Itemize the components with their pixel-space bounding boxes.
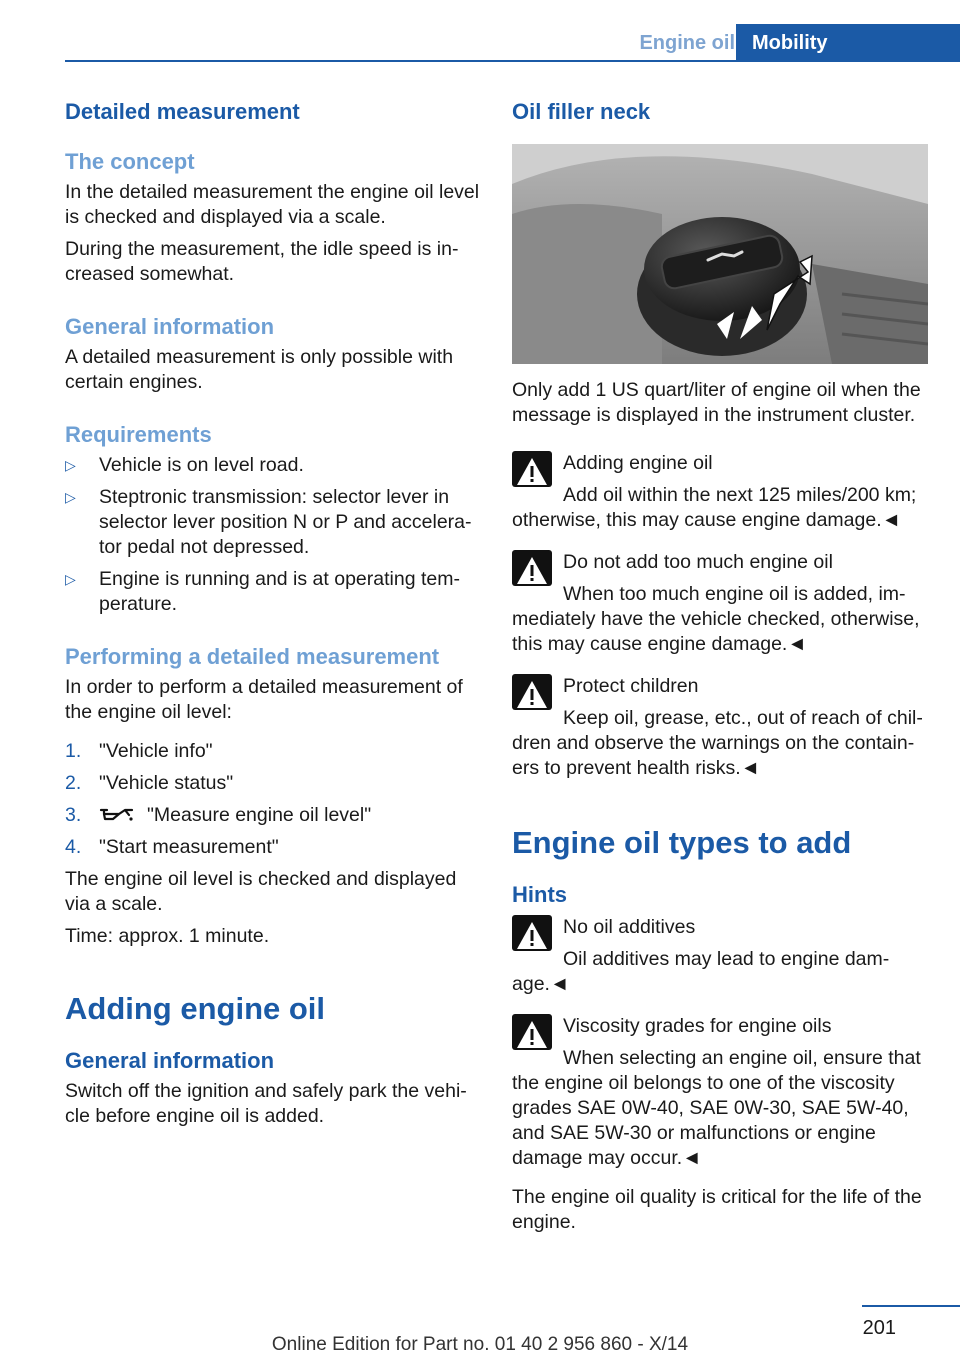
detailed-measurement-heading: Detailed measurement	[65, 99, 300, 124]
steps-list	[65, 739, 480, 860]
warning-adding-oil	[512, 451, 930, 533]
warning-viscosity	[512, 1014, 930, 1171]
warning-too-much-oil	[512, 550, 930, 657]
triangle-bullet-icon: ▷	[65, 571, 76, 587]
adding-engine-oil-title: Adding engine oil	[65, 991, 326, 1026]
page-number: 201	[862, 1317, 896, 1339]
requirements-heading: Requirements	[65, 422, 212, 447]
oil-filler-text: Only add 1 US quart/liter of engine oil when the message is displayed in the instrument cluster.	[512, 379, 921, 426]
warning-body: Add oil within the next 125 miles/200 km; otherwise, this may cause engine damage.◄	[512, 484, 917, 531]
oil-filler-neck-heading: Oil filler neck	[512, 99, 651, 124]
warning-triangle-icon	[512, 674, 552, 710]
engine-oil-types-title: Engine oil types to add	[512, 825, 852, 860]
warning-triangle-icon	[512, 451, 552, 487]
warning-title: No oil additives	[563, 916, 696, 938]
header-section-tab: Mobility	[736, 24, 960, 62]
concept-paragraph-1: In the detailed measurement the engine oil level is checked and displayed via a scale.	[65, 181, 480, 228]
list-item: ▷ Vehicle is on level road.	[65, 454, 304, 476]
warning-body: When too much engine oil is added, immediately have the vehicle checked, otherwise, this may cause engine damage.◄	[512, 583, 920, 655]
closing-paragraph: The engine oil quality is critical for the life of the engine.	[512, 1186, 922, 1233]
triangle-bullet-icon: ▷	[65, 489, 76, 505]
warning-title: Viscosity grades for engine oils	[563, 1015, 832, 1037]
triangle-bullet-icon: ▷	[65, 457, 76, 473]
concept-heading: The concept	[65, 149, 195, 174]
warning-title: Adding engine oil	[563, 452, 713, 474]
list-item: 4. "Start measurement"	[65, 836, 279, 858]
warning-protect-children	[512, 674, 930, 781]
warning-title: Protect children	[563, 675, 699, 697]
list-item: ▷ Engine is running and is at operating temperature.	[65, 568, 460, 615]
warning-body: Oil additives may lead to engine damage.◄	[512, 948, 890, 995]
oil-level-icon	[99, 805, 135, 823]
general-information-paragraph: A detailed measurement is only possible with certain engines.	[65, 346, 454, 393]
adding-general-paragraph: Switch off the ignition and safely park the vehicle before engine oil is added.	[65, 1080, 467, 1127]
concept-paragraph-2: During the measurement, the idle speed is increased somewhat.	[65, 238, 459, 285]
header-rule	[65, 60, 960, 62]
oil-filler-illustration	[512, 144, 928, 364]
list-item: ▷ Steptronic transmission: selector lever in selector lever position N or P and accelerator pedal not depressed.	[65, 486, 472, 558]
header-chapter-label: Engine oil	[639, 32, 735, 54]
oil-filler-neck-photo	[512, 144, 928, 364]
warning-triangle-icon	[512, 915, 552, 951]
hints-heading: Hints	[512, 882, 567, 907]
warning-body: When selecting an engine oil, ensure that the engine oil belongs to one of the viscosity grades SAE 0W-40, SAE 0W-30, SAE 5W-40, and SAE 5W-30 or malfunctions or engine damage may occur.◄	[512, 1047, 921, 1169]
warning-body: Keep oil, grease, etc., out of reach of children and observe the warnings on the containers to prevent health risks.◄	[512, 707, 923, 779]
warning-title: Do not add too much engine oil	[563, 551, 833, 573]
right-column	[512, 98, 930, 1235]
warning-triangle-icon	[512, 1014, 552, 1050]
requirements-list	[65, 453, 480, 617]
list-item: 3. "Measure engine oil level"	[65, 804, 372, 826]
performing-after-1: The engine oil level is checked and displayed via a scale.	[65, 868, 457, 915]
list-item: 2. "Vehicle status"	[65, 772, 234, 794]
adding-general-heading: General information	[65, 1048, 275, 1073]
performing-after-2: Time: approx. 1 minute.	[65, 925, 270, 947]
performing-intro: In order to perform a detailed measurement of the engine oil level:	[65, 676, 463, 723]
warning-triangle-icon	[512, 550, 552, 586]
performing-measurement-heading: Performing a detailed measurement	[65, 644, 440, 669]
footer-rule	[862, 1305, 960, 1307]
general-information-heading: General information	[65, 314, 275, 339]
warning-no-additives	[512, 915, 930, 997]
left-column	[65, 98, 480, 1129]
edition-footer: Online Edition for Part no. 01 40 2 956 860 - X/14	[271, 1334, 689, 1355]
list-item: 1. "Vehicle info"	[65, 740, 213, 762]
